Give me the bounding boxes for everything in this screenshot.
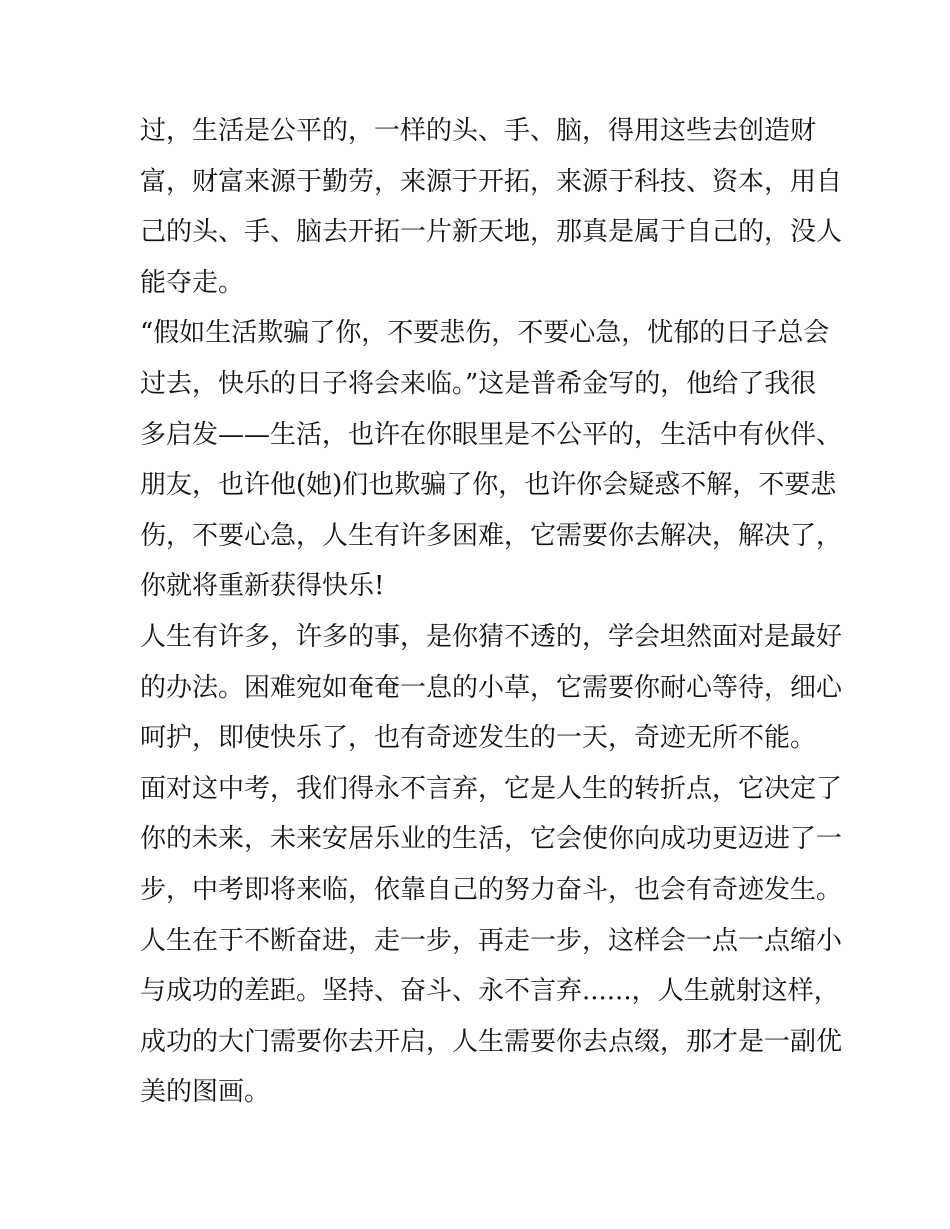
paragraph-1 — [140, 106, 843, 308]
text-line: 你的未来，未来安居乐业的生活，它会使你向成功更迈进了一 — [140, 824, 843, 855]
text-line: 过，生活是公平的，一样的头、手、脑，得用这些去创造财 — [140, 116, 817, 146]
text-line: 与成功的差距。坚持、奋斗、永不言弃......，人生就射这样， — [140, 976, 840, 1007]
text-line: 面对这中考，我们得永不言弃，它是人生的转折点，它决定了 — [140, 773, 843, 804]
text-line: 你就将重新获得快乐! — [140, 571, 385, 602]
text-line: 己的头、手、脑去开拓一片新天地，那真是属于自己的，没人 — [140, 217, 843, 248]
text-line: 美的图画。 — [140, 1077, 271, 1108]
text-line: 伤，不要心急，人生有许多困难，它需要你去解决，解决了， — [140, 520, 843, 551]
text-line: 人生有许多，许多的事，是你猜不透的，学会坦然面对是最好 — [140, 621, 843, 652]
document-body — [140, 106, 843, 1118]
text-line: 的办法。困难宛如奄奄一息的小草，它需要你耐心等待，细心 — [140, 672, 843, 703]
text-line: 步，中考即将来临，依靠自己的努力奋斗，也会有奇迹发生。 — [140, 874, 843, 905]
text-line: 人生在于不断奋进，走一步，再走一步，这样会一点一点缩小 — [140, 925, 843, 956]
text-line: 朋友，也许他(她)们也欺骗了你，也许你会疑惑不解，不要悲 — [140, 470, 837, 501]
text-line: 富，财富来源于勤劳，来源于开拓，来源于科技、资本，用自 — [140, 166, 843, 197]
text-line: 多启发——生活，也许在你眼里是不公平的，生活中有伙伴、 — [140, 419, 843, 450]
paragraph-4 — [140, 764, 843, 916]
text-line: 能夺走。 — [140, 267, 245, 298]
text-line: “假如生活欺骗了你，不要悲伤，不要心急，忧郁的日子总会 — [140, 318, 830, 349]
paragraph-2 — [140, 308, 843, 612]
paragraph-5 — [140, 916, 843, 1118]
paragraph-3 — [140, 612, 843, 764]
text-line: 成功的大门需要你去开启，人生需要你去点缀，那才是一副优 — [140, 1026, 843, 1057]
text-line: 呵护，即使快乐了，也有奇迹发生的一天，奇迹无所不能。 — [140, 723, 817, 754]
text-line: 过去，快乐的日子将会来临。”这是普希金写的，他给了我很 — [140, 368, 817, 399]
